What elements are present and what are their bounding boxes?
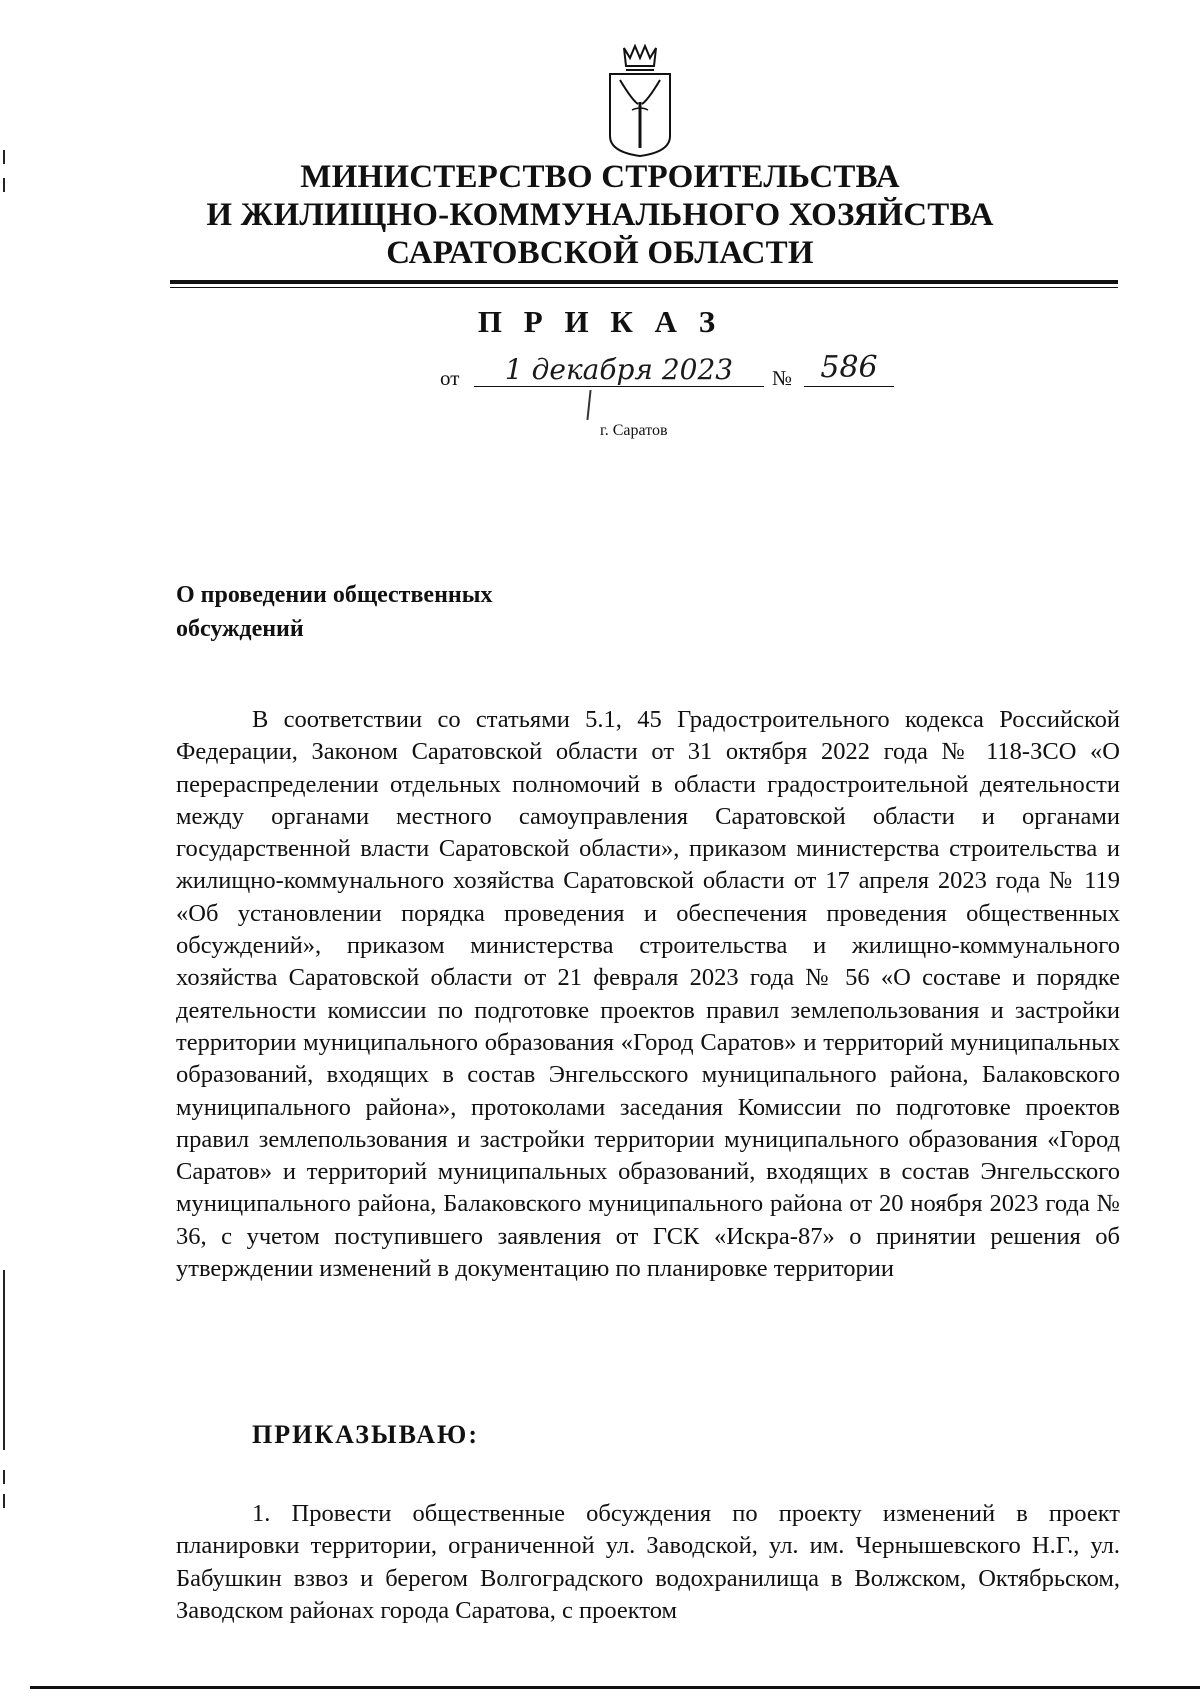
number-sign: № [772,366,793,390]
subject-line2: обсуждений [176,616,304,642]
order-subject [176,578,492,646]
orders-heading: ПРИКАЗЫВАЮ: [252,1420,479,1449]
document-title: П Р И К А З [477,304,723,339]
ministry-name-line1: МИНИСТЕРСТВО СТРОИТЕЛЬСТВА [300,159,900,195]
scan-artifact [3,1494,5,1508]
city-label: г. Саратов [600,422,668,439]
preamble-paragraph: В соответствии со статьями 5.1, 45 Градостроительного кодекса Российской Федерации, Законом Саратовской области от 31 октября 2022 года № 118-ЗСО «О перераспределении отдельных полномочий в области градостроительной деятельности между органами местного самоуправления Саратовской области и органами государственной власти Саратовской области», приказом министерства строительства и жилищно-коммунального хозяйства Саратовской области от 17 апреля 2023 года № 119 «Об установлении порядка проведения и обеспечения проведения общественных обсуждений», приказом министерства строительства и жилищно-коммунального хозяйства Саратовской области от 21 февраля 2023 года № 56 «О составе и порядке деятельности комиссии по подготовке проектов правил землепользования и застройки территории муниципального образования «Город Саратов» и территорий муниципальных образований, входящих в состав Энгельсского муниципального района, Балаковского муниципального района», протоколами заседания Комиссии по подготовке проектов правил землепользования и застройки территории муниципального образования «Город Саратов» и территорий муниципальных образований, входящих в состав Энгельсского муниципального района, Балаковского муниципального района от 20 ноября 2023 года № 36, с учетом поступившего заявления от ГСК «Искра-87» о принятии решения об утверждении изменений в документацию по планировке территории [176,706,1120,1283]
subject-line1: О проведении общественных [176,582,493,608]
scan-artifact [3,1470,5,1484]
saratov-coat-of-arms-icon [602,44,678,158]
handwritten-order-number: 586 [804,350,894,387]
ministry-name-line3: САРАТОВСКОЙ ОБЛАСТИ [386,235,814,271]
handwritten-date: 1 декабря 2023 [474,356,764,387]
pen-stroke [586,390,591,420]
header-divider-thin [170,287,1118,288]
date-prefix: от [440,366,460,390]
scan-bottom-edge [30,1686,1200,1689]
ministry-name-line2: И ЖИЛИЩНО-КОММУНАЛЬНОГО ХОЗЯЙСТВА [206,197,994,233]
scan-artifact [3,1270,5,1450]
header-divider-thick [170,280,1118,284]
order-item-1: 1. Провести общественные обсуждения по проекту изменений в проект планировки территории, ограниченной ул. Заводской, ул. им. Чернышевского Н.Г., ул. Бабушкин взвоз и берегом Волгоградского водохранилища в Волжском, Октябрьском, Заводском районах города Саратова, с проектом [176,1500,1120,1624]
